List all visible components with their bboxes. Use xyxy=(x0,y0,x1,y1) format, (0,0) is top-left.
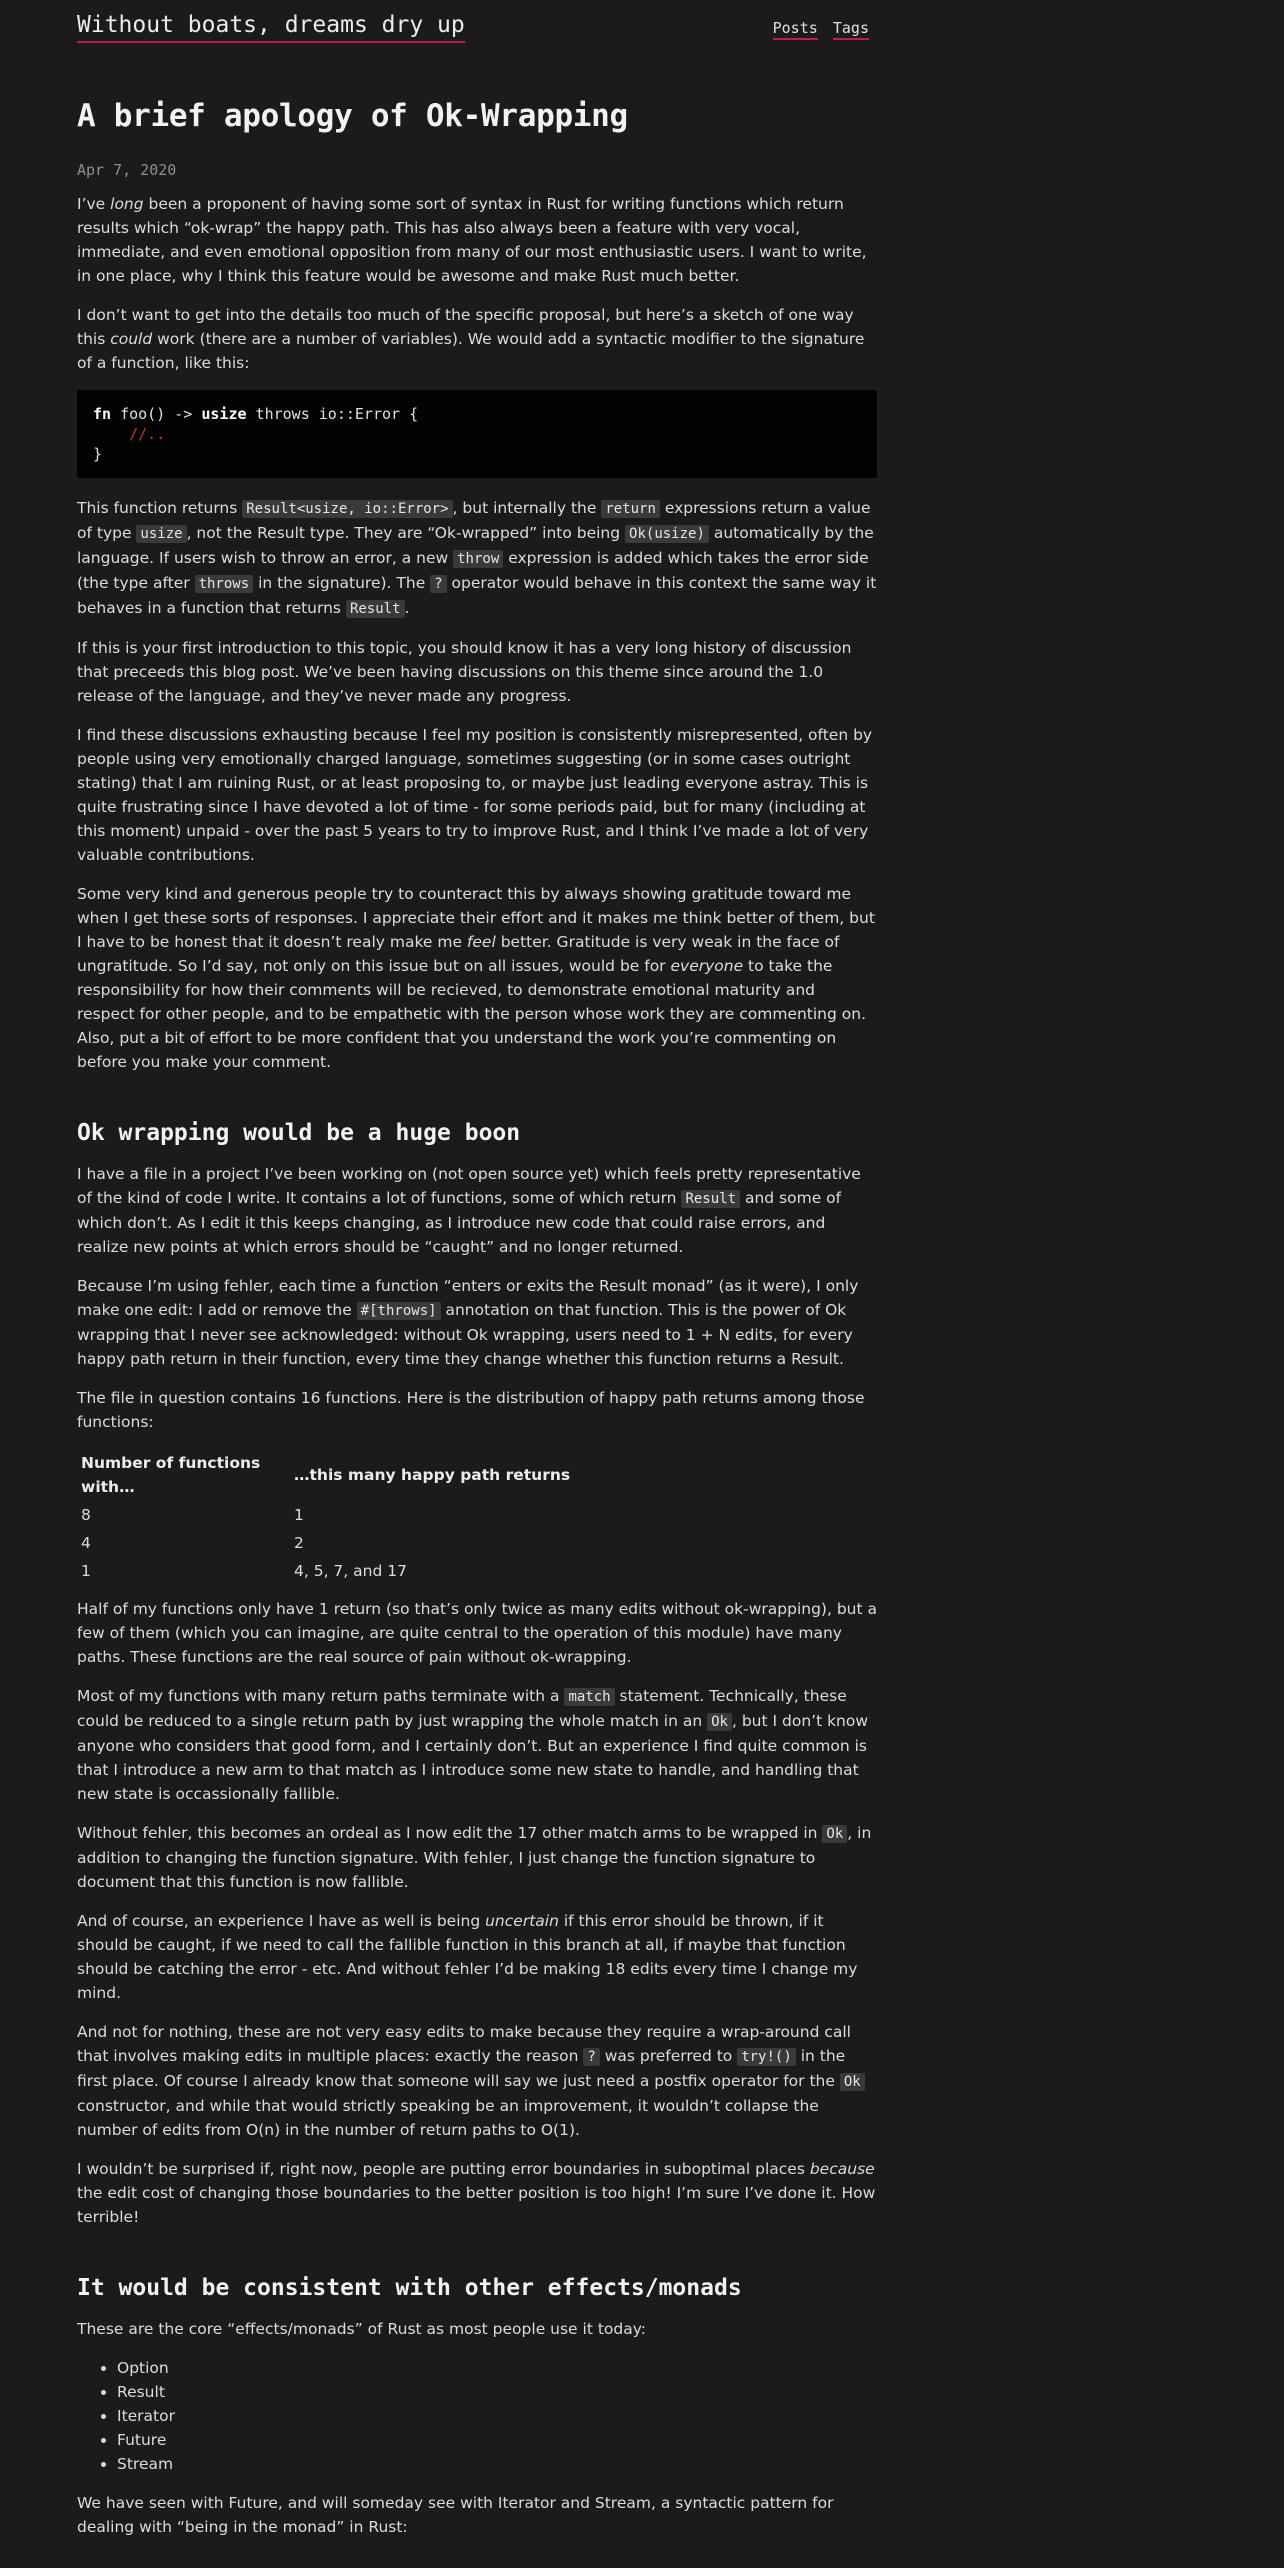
paragraph-match: Most of my functions with many return paths terminate with a match statement. Technically, these could be reduced to a single return path by just wrapping the whole match in an Ok , but I don’t know anyone who considers that good form, and I certainly don’t. But an experience I find quite common is that I introduce a new arm to that match as I introduce some new state to handle, and handling that new state is occassionally fallible. xyxy=(77,1687,869,1803)
table-header: …this many happy path returns xyxy=(294,1466,571,1484)
paragraph-fehler: Because I’m using fehler, each time a function “enters or exits the Result monad” (as it were), I only make one edit: I add or remove the #[throws] annotation on that function. This is the power of Ok wrapping that I never see acknowledged: without Ok wrapping, users need to 1 + N edits, for every happy path return in their function, every time they change whether this function returns a Result. xyxy=(77,1277,859,1368)
paragraph-distribution-intro: The file in question contains 16 functions. Here is the distribution of happy path returns among those functions: xyxy=(77,1389,865,1431)
site-nav xyxy=(763,16,869,40)
page xyxy=(77,0,877,2554)
code-comment: //.. xyxy=(129,425,166,443)
table-cell: 4 xyxy=(81,1534,91,1552)
paragraph-error-boundaries: I wouldn’t be surprised if, right now, people are putting error boundaries in suboptimal places because the edit cost of changing those boundaries to the better position is too high! I’m sure I’ve done it. How terrible! xyxy=(77,2160,876,2226)
table-header-row xyxy=(77,1449,574,1501)
nav-posts-link[interactable]: Posts xyxy=(773,19,818,40)
section-heading-boon: Ok wrapping would be a huge boon xyxy=(77,1120,521,1146)
effects-list xyxy=(77,2356,877,2476)
list-item: • Stream xyxy=(117,2452,877,2476)
paragraph-history: If this is your first introduction to this topic, you should know it has a very long history of discussion that preceeds this blog post. We’ve been having discussions on this theme since around the 1.0 release of the language, and they’ve never made any progress. xyxy=(77,639,852,705)
paragraph-intro: I’ve long been a proponent of having some sort of syntax in Rust for writing functions which return results which “ok-wrap” the happy path. This has also always been a feature with very vocal, immediate, and even emotional opposition from many of our most enthusiastic users. I want to write, in one place, why I think this feature would be awesome and make Rust much better. xyxy=(77,195,867,285)
paragraph-wrap-around: And not for nothing, these are not very easy edits to make because they require a wrap-around call that involves making edits in multiple places: exactly the reason ? was preferred to try!() in the first place. Of course I already know that someone will say we just need a postfix operator for the Ok constructor, and while that would strictly speaking be an improvement, it wouldn’t collapse the number of edits from O(n) in the number of return paths to O(1). xyxy=(77,2020,877,2142)
list-item: • Iterator xyxy=(117,2404,877,2428)
list-item: • Result xyxy=(117,2380,877,2404)
list-item: • Future xyxy=(117,2428,877,2452)
table-cell: 1 xyxy=(294,1506,304,1524)
site-title-link[interactable]: Without boats, dreams dry up xyxy=(77,10,465,43)
table-header: Number of functions with… xyxy=(81,1454,261,1496)
table-cell: 2 xyxy=(294,1534,304,1552)
paragraph-syntactic-pattern: We have seen with Future, and will someday see with Iterator and Stream, a syntactic pattern for dealing with “being in the monad” in Rust: xyxy=(77,2494,834,2536)
table-row xyxy=(77,1501,574,1529)
site-header xyxy=(77,0,877,50)
table-row xyxy=(77,1529,574,1557)
paragraph-gratitude: Some very kind and generous people try to counteract this by always showing gratitude toward me when I get these sorts of responses. I appreciate their effort and it makes me think better of them, but I have to be honest that it doesn’t realy make me feel better. Gratitude is very weak in the face of ungratitude. So I’d say, not only on this issue but on all issues, would be for everyone to take the responsibility for how their comments will be recieved, to demonstrate emotional maturity and respect for other people, and to be empathetic with the person whose work they are commenting on. Also, put a bit of effort to be more confident that you understand the work you’re commenting on before you make your comment. xyxy=(77,885,875,1071)
code-block: fn foo() -> usize throws io::Error { //.. } xyxy=(77,390,877,478)
table-cell: 8 xyxy=(81,1506,91,1524)
table-cell: 4, 5, 7, and 17 xyxy=(294,1562,407,1580)
paragraph-explanation: This function returns Result<usize, io::Error> , but internally the return expressions return a value of type usize , not the Result type. They are “Ok-wrapped” into being Ok(usize) automatically by the language. If users wish to throw an error, a new throw expression is added which takes the error side (the type after throws in the signature). The ? operator would behave in this context the same way it behaves in a function that returns Result . xyxy=(77,499,877,617)
distribution-table xyxy=(77,1449,574,1585)
paragraph-without-fehler: Without fehler, this becomes an ordeal as I now edit the 17 other match arms to be wrapped in Ok , in addition to changing the function signature. With fehler, I just change the function signature to document that this function is now fallible. xyxy=(77,1824,872,1891)
paragraph-half: Half of my functions only have 1 return (so that’s only twice as many edits without ok-wrapping), but a few of them (which you can imagine, are quite central to the operation of this module) have many paths. These functions are the real source of pain without ok-wrapping. xyxy=(77,1600,877,1666)
post-date: Apr 7, 2020 xyxy=(77,161,177,179)
section-heading-consistent: It would be consistent with other effects/monads xyxy=(77,2275,742,2301)
paragraph-project-file: I have a file in a project I’ve been working on (not open source yet) which feels pretty representative of the kind of code I write. It contains a lot of functions, some of which return Result and some of which don’t. As I edit it this keeps changing, as I introduce new code that could raise errors, and realize new points at which errors should be “caught” and no longer returned. xyxy=(77,1165,861,1256)
paragraph-exhausting: I find these discussions exhausting because I feel my position is consistently misrepresented, often by people using very emotionally charged language, sometimes suggesting (or in some cases outright stating) that I am ruining Rust, or at least proposing to, or maybe just leading everyone astray. This is quite frustrating since I have devoted a lot of time - for some periods paid, but for many (including at this moment) unpaid - over the past 5 years to try to improve Rust, and I think I’ve made a lot of very valuable contributions. xyxy=(77,726,873,864)
table-cell: 1 xyxy=(81,1562,91,1580)
nav-tags-link[interactable]: Tags xyxy=(833,19,869,40)
paragraph-core-effects: These are the core “effects/monads” of Rust as most people use it today: xyxy=(77,2320,646,2338)
paragraph-uncertain: And of course, an experience I have as well is being uncertain if this error should be thrown, if it should be caught, if we need to call the fallible function in this branch at all, if maybe that function should be catching the error - etc. And without fehler I’d be making 18 edits every time I change my mind. xyxy=(77,1912,858,2002)
post-title: A brief apology of Ok-Wrapping xyxy=(77,98,628,134)
paragraph-sketch: I don’t want to get into the details too much of the specific proposal, but here’s a sketch of one way this could work (there are a number of variables). We would add a syntactic modifier to the signature of a function, like this: xyxy=(77,306,865,372)
list-item: • Option xyxy=(117,2356,877,2380)
table-row xyxy=(77,1557,574,1585)
